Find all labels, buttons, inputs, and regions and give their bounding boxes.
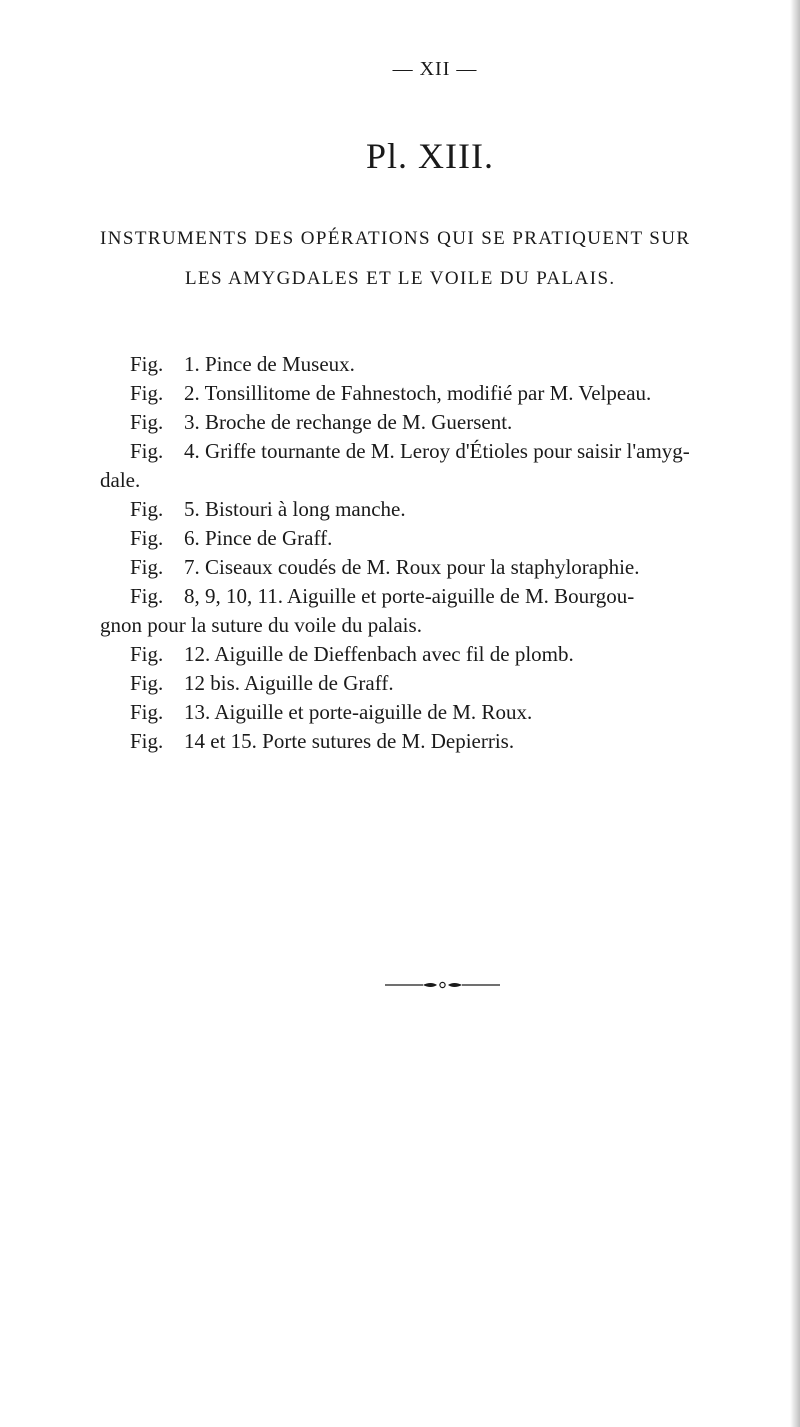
figure-entry-8-continuation: gnon pour la suture du voile du palais.	[100, 613, 422, 637]
figure-text: 12 bis. Aiguille de Graff.	[184, 671, 394, 695]
figure-entry-11	[100, 698, 780, 727]
figure-label: Fig.	[130, 439, 164, 463]
figure-entry-10	[100, 669, 780, 698]
figure-entry-4-continuation: dale.	[100, 468, 141, 492]
figure-label: Fig.	[130, 642, 164, 666]
figure-entry-5	[100, 495, 780, 524]
page-number: — XII —	[392, 58, 478, 80]
figure-text: 1. Pince de Museux.	[184, 352, 355, 376]
figure-entry-8	[100, 582, 780, 611]
figure-entry-7	[100, 553, 780, 582]
figure-entry-2	[100, 379, 780, 408]
figure-text: 8, 9, 10, 11. Aiguille et porte-aiguille de M. Bourgou-	[184, 584, 635, 608]
figure-entry-4	[100, 437, 780, 466]
figure-label: Fig.	[130, 555, 164, 579]
figure-label: Fig.	[130, 700, 164, 724]
figure-text: 2. Tonsillitome de Fahnestoch, modifié par M. Velpeau.	[184, 381, 652, 405]
figure-text: 7. Ciseaux coudés de M. Roux pour la staphyloraphie.	[184, 555, 640, 579]
figure-label: Fig.	[130, 352, 164, 376]
figure-label: Fig.	[130, 497, 164, 521]
figure-text: 12. Aiguille de Dieffenbach avec fil de plomb.	[184, 642, 574, 666]
figure-label: Fig.	[130, 671, 164, 695]
figure-label: Fig.	[130, 410, 164, 434]
figure-label: Fig.	[130, 526, 164, 550]
figure-list	[100, 350, 780, 756]
figure-text: 4. Griffe tournante de M. Leroy d'Étioles pour saisir l'amyg-	[184, 439, 690, 463]
figure-label: Fig.	[130, 381, 164, 405]
figure-text: 5. Bistouri à long manche.	[184, 497, 406, 521]
figure-label: Fig.	[130, 729, 164, 753]
figure-entry-9	[100, 640, 780, 669]
figure-text: 13. Aiguille et porte-aiguille de M. Roux.	[184, 700, 533, 724]
figure-entry-1	[100, 350, 780, 379]
page-edge-shadow	[790, 0, 800, 1427]
figure-entry-6	[100, 524, 780, 553]
section-heading-line-1: INSTRUMENTS DES OPÉRATIONS QUI SE PRATIQUENT SUR	[100, 228, 691, 249]
figure-text: 14 et 15. Porte sutures de M. Depierris.	[184, 729, 515, 753]
figure-entry-12	[100, 727, 780, 756]
figure-label: Fig.	[130, 584, 164, 608]
plate-title: Pl. XIII.	[366, 136, 494, 176]
section-heading-line-2: LES AMYGDALES ET LE VOILE DU PALAIS.	[185, 268, 616, 289]
figure-entry-3	[100, 408, 780, 437]
figure-text: 3. Broche de rechange de M. Guersent.	[184, 410, 513, 434]
fleuron-rule-icon	[385, 978, 500, 992]
figure-text: 6. Pince de Graff.	[184, 526, 333, 550]
